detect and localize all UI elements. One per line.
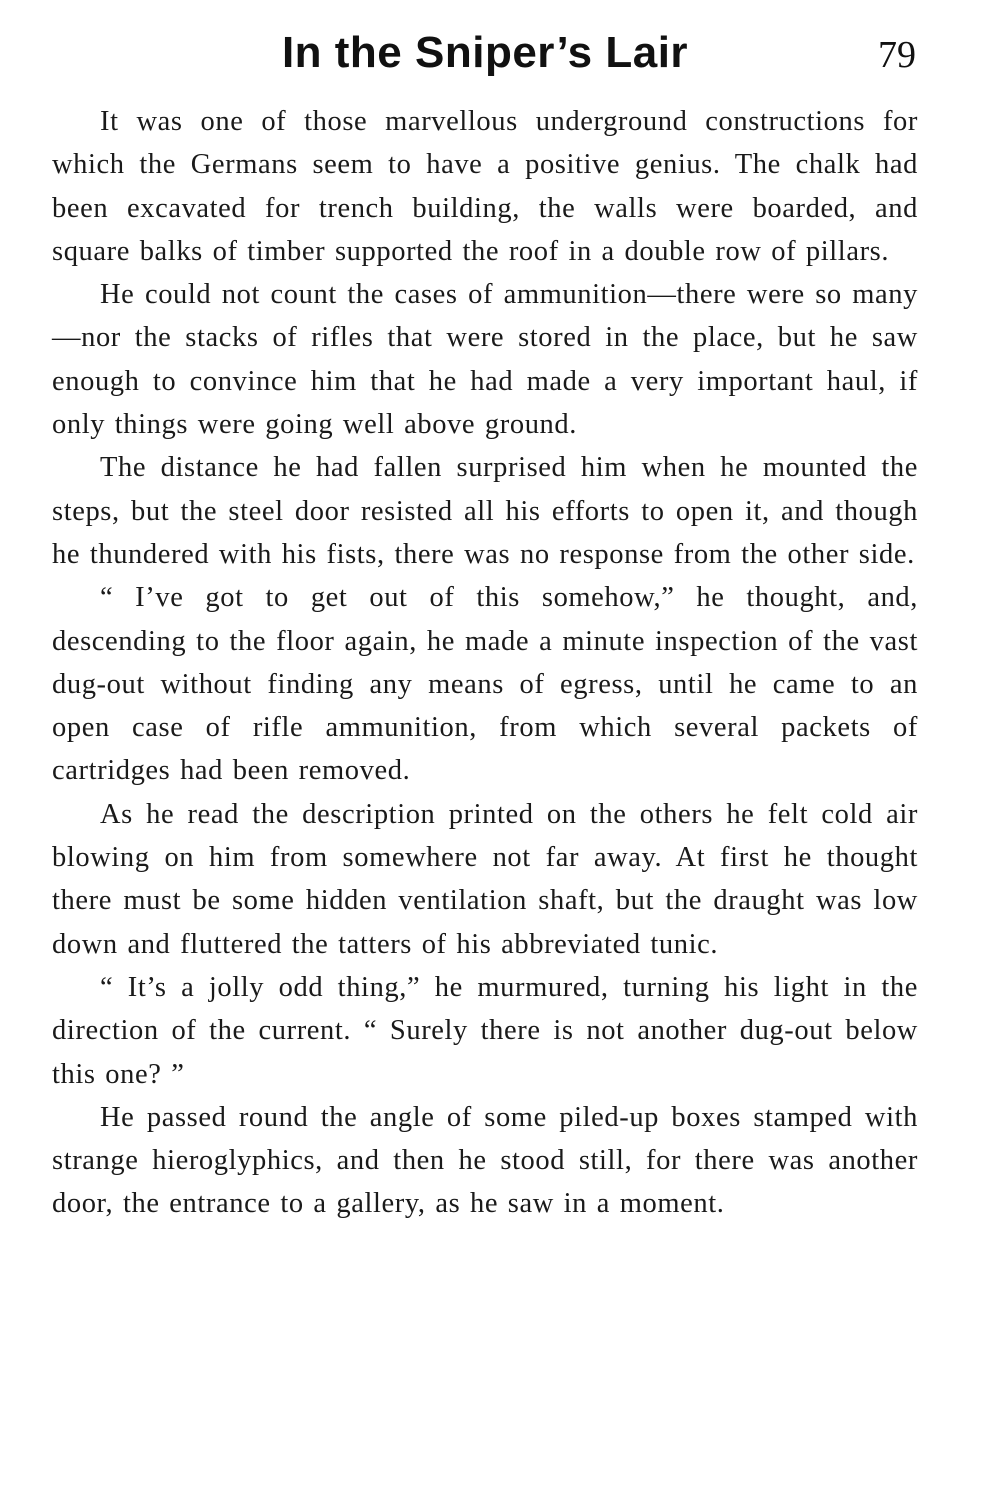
paragraph: He could not count the cases of ammunition—there were so many—nor the stacks of rifles that were stored in the place, but he saw enough to convince him that he had made a very important haul, if only things were going well above ground. (52, 279, 918, 441)
paragraph: “ I’ve got to get out of this somehow,” he thought, and, descending to the floor again, he made a minute inspection of the vast dug-out without finding any means of egress, until he came to an open case of rifle ammunition, from which several packets of cartridges had been removed. (52, 582, 918, 787)
page-title: In the Sniper’s Lair (281, 28, 689, 77)
paragraph: As he read the description printed on the others he felt cold air blowing on him from somewhere not far away. At first he thought there must be some hidden ventilation shaft, but the draught was low down and fluttered the tatters of his abbreviated tunic. (52, 798, 918, 960)
body-text (52, 100, 918, 1226)
running-head (52, 26, 918, 88)
book-page (52, 26, 918, 1226)
paragraph: He passed round the angle of some piled-up boxes stamped with strange hieroglyphics, and then he stood still, for there was another door, the entrance to a gallery, as he saw in a moment. (52, 1101, 918, 1220)
paragraph: “ It’s a jolly odd thing,” he murmured, turning his light in the direction of the current. “ Surely there is not another dug-out below this one? ” (52, 971, 918, 1090)
page-number: 79 (878, 34, 916, 76)
paragraph: It was one of those marvellous underground constructions for which the Germans seem to have a positive genius. The chalk had been excavated for trench building, the walls were boarded, and square balks of timber supported the roof in a double row of pillars. (52, 106, 918, 267)
paragraph: The distance he had fallen surprised him when he mounted the steps, but the steel door resisted all his efforts to open it, and though he thundered with his fists, there was no response from the other side. (52, 452, 918, 570)
